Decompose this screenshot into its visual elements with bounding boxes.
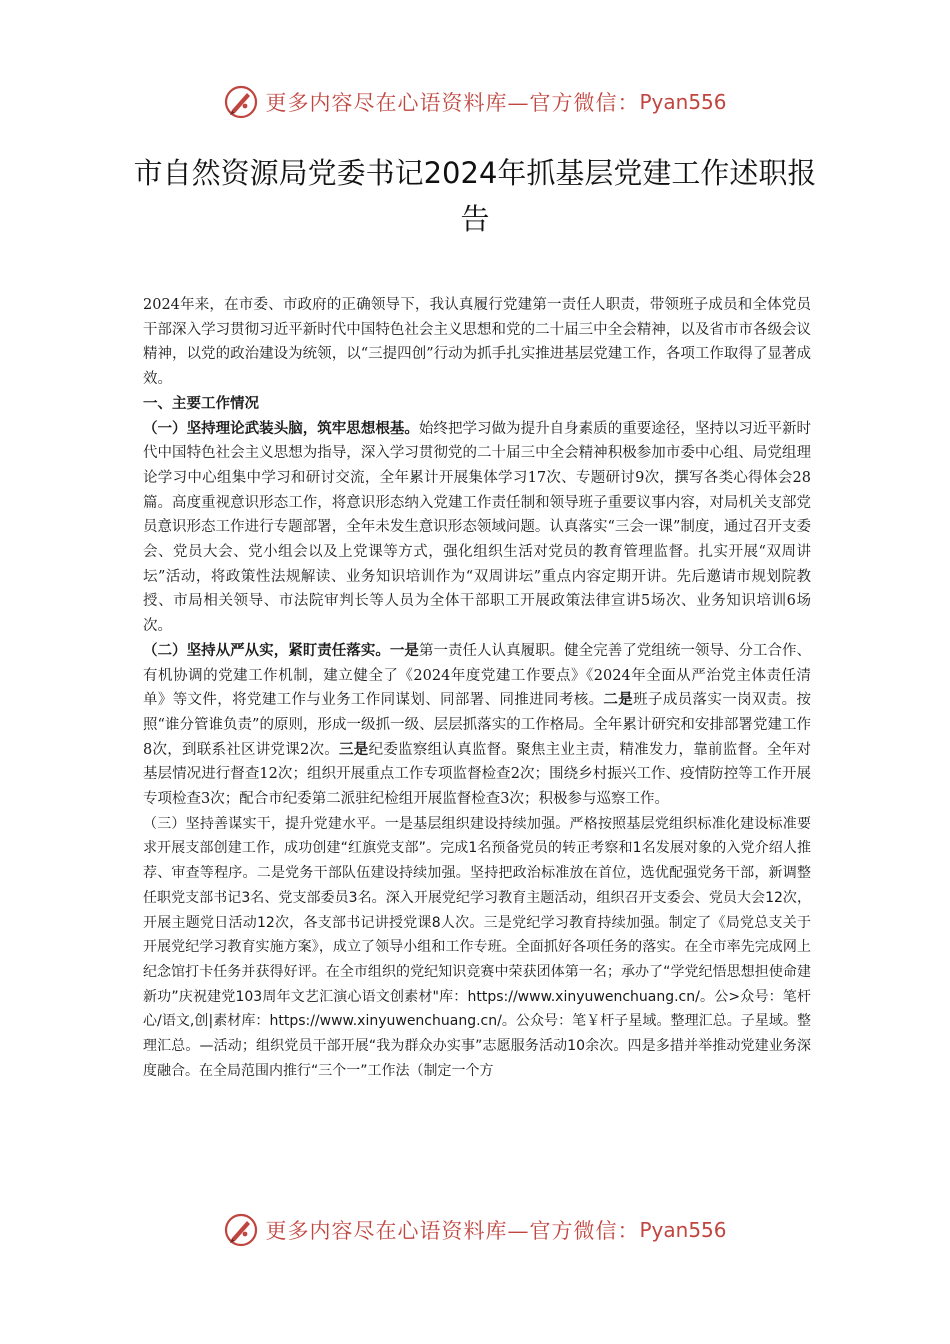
banner-text: 更多内容尽在心语资料库—官方微信： (265, 1219, 640, 1243)
paragraph-party-building: （三）坚持善谋实干，提升党建水平。一是基层组织建设持续加强。严格按照基层党组织标准化建设标准要求开展支部创建工作，成功创建“红旗党支部”。完成1名预备党员的转正考察和1名发展对象的入党介绍人推荐、审查等程序。二是党务干部队伍建设持续加强。坚持把政治标准放在首位，选优配强党务干部，新调整任职党支部书记3名、党支部委员3名。深入开展党纪学习教育主题活动，组织召开支委会、党员大会12次，开展主题党日活动12次，各支部书记讲授党课8人次。三是党纪学习教育持续加强。制定了《局党总支关于开展党纪学习教育实施方案》，成立了领导小组和工作专班。全面抓好各项任务的落实。在全市率先完成网上纪念馆打卡任务并获得好评。在全市组织的党纪知识竞赛中荣获团体第一名；承办了“学党纪悟思想担使命建新功”庆祝建党103周年文艺汇演心语文创素材"库：https://www.xinyuwenchuang.cn/。公>众号：笔杆心/语文,创|素材库：https://www.xinyuwenchuang.cn/。公众号：笔￥杆子星域。整理汇总。子星域。整理汇总。—活动；组织党员干部开展“我为群众办实事”志愿服务活动10余次。四是多措并举推动党建业务深度融合。在全局范围内推行“三个一”工作法（制定一个方 (143, 815, 811, 1079)
watermark-banner-bottom (0, 1210, 950, 1250)
keyword-second: 二是 (603, 691, 634, 709)
watermark-banner-top (0, 82, 950, 122)
intro-paragraph: 2024年来，在市委、市政府的正确领导下，我认真履行党建第一责任人职责，带领班子成员和全体党员干部深入学习贯彻习近平新时代中国特色社会主义思想和党的二十届三中全会精神，以及省市市各级会议精神，以党的政治建设为统领，以“三提四创”行动为抓手扎实推进基层党建工作，各项工作取得了显著成效。 (143, 297, 811, 388)
paragraph-responsibility (143, 639, 811, 812)
pen-logo-icon (223, 1212, 259, 1248)
banner-text: 更多内容尽在心语资料库—官方微信： (265, 91, 640, 115)
paragraph-body: 始终把学习做为提升自身素质的重要途径，坚持以习近平新时代中国特色社会主义思想为指导，深入学习贯彻党的二十届三中全会精神积极参加市委中心组、局党组理论学习中心组集中学习和研讨交流，全年累计开展集体学习17次、专题研讨9次，撰写各类心得体会28篇。高度重视意识形态工作，将意识形态纳入党建工作责任制和领导班子重要议事内容，对局机关支部党员意识形态工作进行专题部署，全年未发生意识形态领域问题。认真落实“三会一课”制度，通过召开支委会、党员大会、党小组会以及上党课等方式，强化组织生活对党员的教育管理监督。扎实开展“双周讲坛”活动，将政策性法规解读、业务知识培训作为“双周讲坛”重点内容定期开讲。先后邀请市规划院教授、市局相关领导、市法院审判长等人员为全体干部职工开展政策法律宣讲5场次、业务知识培训6场次。 (143, 420, 811, 635)
banner-wechat-id: Pyan556 (639, 90, 727, 114)
banner-wechat-id: Pyan556 (639, 1218, 727, 1242)
document-body (143, 293, 811, 1084)
section-heading: 一、主要工作情况 (143, 394, 259, 412)
keyword-first: 一是 (389, 641, 419, 659)
paragraph-theory (143, 417, 811, 639)
pen-logo-icon (223, 84, 259, 120)
paragraph-body: 第一责任人认真履职。健全完善了党组统一领导、分工合作、有机协调的党建工作机制，建立健全了《2024年度党建工作要点》《2024年全面从严治党主体责任清单》等文件，将党建工作与业务工作同谋划、同部署、同推进同考核。 (143, 642, 812, 709)
paragraph-body: 班子成员落实一岗双责。按照“谁分管谁负责”的原则，形成一级抓一级、层层抓落实的工作格局。全年累计研究和安排部署党建工作8次，到联系社区讲党课2次。 (143, 692, 812, 758)
paragraph-lead: （二）坚持从严从实，紧盯责任落实。 (143, 641, 390, 659)
keyword-third: 三是 (339, 740, 369, 758)
paragraph-body: 纪委监察组认真监督。聚焦主业主责，精准发力，靠前监督。全年对基层情况进行督查12次；组织开展重点工作专项监督检查2次；围绕乡村振兴工作、疫情防控等工作开展专项检查3次；配合市纪委第二派驻纪检组开展监督检查3次；积极参与巡察工作。 (143, 741, 812, 808)
paragraph-lead: （一）坚持理论武装头脑，筑牢思想根基。 (143, 419, 419, 437)
page-title: 市自然资源局党委书记2024年抓基层党建工作述职报告 (133, 156, 817, 236)
